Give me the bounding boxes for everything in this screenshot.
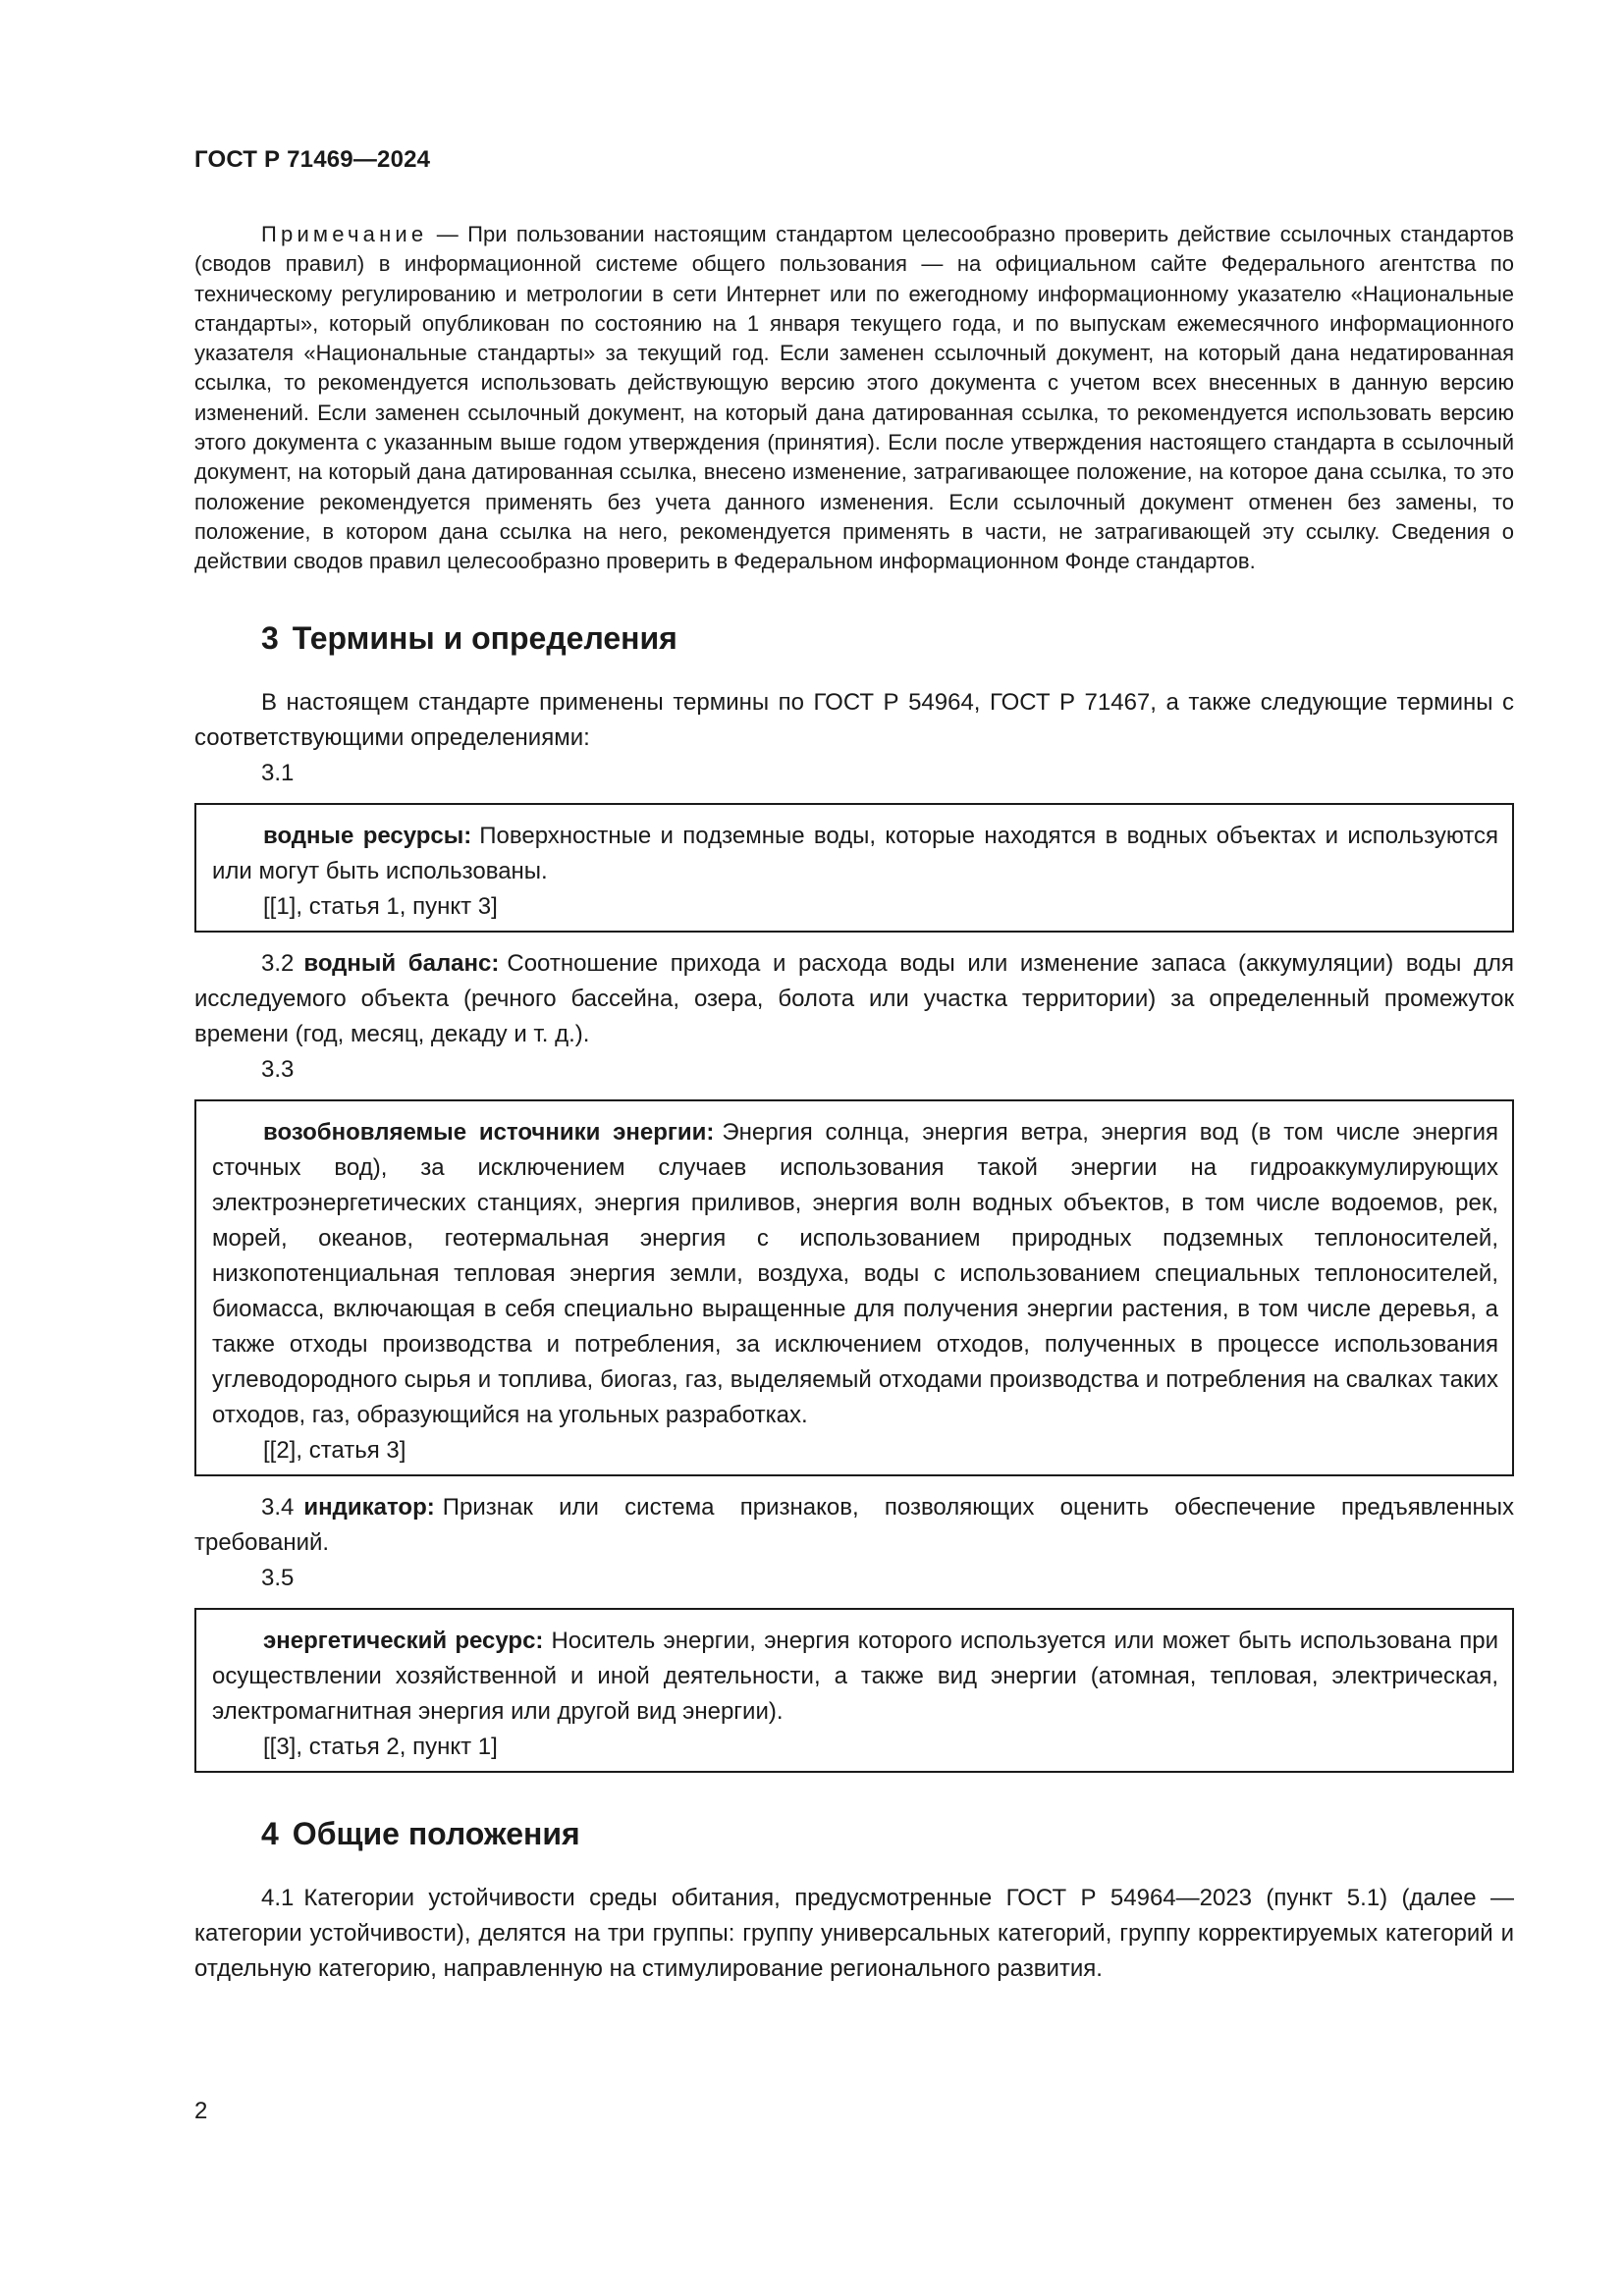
term-3-2-term: водный баланс:	[303, 949, 500, 977]
term-3-2-text	[194, 946, 1514, 1052]
term-3-4-text	[194, 1490, 1514, 1561]
document-page	[194, 145, 1514, 1987]
term-3-1-term: водные ресурсы:	[263, 822, 472, 849]
term-3-1-number: 3.1	[261, 759, 295, 786]
section-3-title: Термины и определения	[292, 619, 677, 656]
term-3-3-box	[194, 1099, 1514, 1476]
term-3-5-definition: Носитель энергии, энергия которого используется или может быть использована при осуществлении хозяйственной и иной деятельности, а также вид энергии (атомная, тепловая, электрическая, электромагнитная энергия или другой вид энергии).	[212, 1627, 1499, 1725]
section-3-number: 3	[261, 619, 279, 656]
document-code: ГОСТ Р 71469—2024	[194, 146, 431, 173]
term-3-3-number: 3.3	[261, 1055, 295, 1083]
term-3-2-definition: Соотношение прихода и расхода воды или изменение запаса (аккумуляции) воды для исследуемого объекта (речного бассейна, озера, болота или участка территории) за определенный промежуток времени (год, месяц, декаду и т. д.).	[194, 949, 1515, 1047]
term-3-2-number: 3.2	[261, 949, 295, 977]
term-3-5-text	[212, 1624, 1498, 1730]
term-3-4-definition: Признак или система признаков, позволяющих оценить обеспечение предъявленных требований.	[194, 1493, 1514, 1556]
term-3-3-source: [[2], статья 3]	[263, 1436, 406, 1464]
term-3-5-term: энергетический ресурс:	[263, 1627, 544, 1654]
section-4-heading	[261, 1814, 1514, 1853]
term-3-1-source: [[1], статья 1, пункт 3]	[263, 892, 498, 920]
term-3-1-definition: Поверхностные и подземные воды, которые находятся в водных объектах и используются или могут быть использованы.	[212, 822, 1499, 884]
term-3-5-source: [[3], статья 2, пункт 1]	[263, 1733, 498, 1760]
section-3-heading	[261, 618, 1514, 658]
term-3-4-number: 3.4	[261, 1493, 295, 1521]
clause-4-1-number: 4.1	[261, 1884, 295, 1911]
reference-note	[194, 220, 1514, 577]
clause-4-1-body: Категории устойчивости среды обитания, предусмотренные ГОСТ Р 54964—2023 (пункт 5.1) (далее — категории устойчивости), делятся на три группы: группу универсальных категорий, группу корректируемых категорий и отдельную категорию, направленную на стимулирование регионального развития.	[194, 1884, 1514, 1982]
term-3-1-box	[194, 803, 1514, 933]
page-number: 2	[194, 2098, 208, 2124]
note-label: Примечание	[261, 222, 428, 246]
term-3-3-term: возобновляемые источники энергии:	[263, 1118, 715, 1146]
section-4-title: Общие положения	[292, 1815, 580, 1851]
term-3-4-term: индикатор:	[303, 1493, 435, 1521]
term-3-5-box	[194, 1608, 1514, 1773]
term-3-3-text	[212, 1115, 1498, 1433]
term-3-5-number: 3.5	[261, 1564, 295, 1591]
clause-4-1-text	[194, 1881, 1514, 1987]
term-3-1-text	[212, 819, 1498, 889]
term-3-3-definition: Энергия солнца, энергия ветра, энергия вод (в том числе энергия сточных вод), за исключением случаев использования такой энергии на гидроаккумулирующих электроэнергетических станциях, энергия приливов, энергия волн водных объектов, в том числе водоемов, рек, морей, океанов, геотермальная энергия с использованием природных подземных теплоносителей, низкопотенциальная тепловая энергия земли, воздуха, воды с использованием специальных теплоносителей, биомасса, включающая в себя специально выращенные для получения энергии растения, в том числе деревья, а также отходы производства и потребления, за исключением отходов, полученных в процессе использования углеводородного сырья и топлива, биогаз, газ, выделяемый отходами производства и потребления на свалках таких отходов, газ, образующийся на угольных разработках.	[212, 1118, 1498, 1428]
note-text: — При пользовании настоящим стандартом целесообразно проверить действие ссылочных стандартов (сводов правил) в информационной системе общего пользования — на официальном сайте Федерального агентства по техническому регулированию и метрологии в сети Интернет или по ежегодному информационному указателю «Национальные стандарты», который опубликован по состоянию на 1 января текущего года, и по выпускам ежемесячного информационного указателя «Национальные стандарты» за текущий год. Если заменен ссылочный документ, на который дана недатированная ссылка, то рекомендуется использовать действующую версию этого документа с учетом всех внесенных в данную версию изменений. Если заменен ссылочный документ, на который дана датированная ссылка, то рекомендуется использовать версию этого документа с указанным выше годом утверждения (принятия). Если после утверждения настоящего стандарта в ссылочный документ, на который дана датированная ссылка, внесено изменение, затрагивающее положение, на которое дана ссылка, то это положение рекомендуется применять без учета данного изменения. Если ссылочный документ отменен без замены, то положение, в котором дана ссылка на него, рекомендуется применять в части, не затрагивающей эту ссылку. Сведения о действии сводов правил целесообразно проверить в Федеральном информационном Фонде стандартов.	[194, 222, 1514, 574]
section-3-intro: В настоящем стандарте применены термины по ГОСТ Р 54964, ГОСТ Р 71467, а также следующие термины с соответствующими определениями:	[194, 688, 1514, 751]
section-4-number: 4	[261, 1815, 279, 1851]
